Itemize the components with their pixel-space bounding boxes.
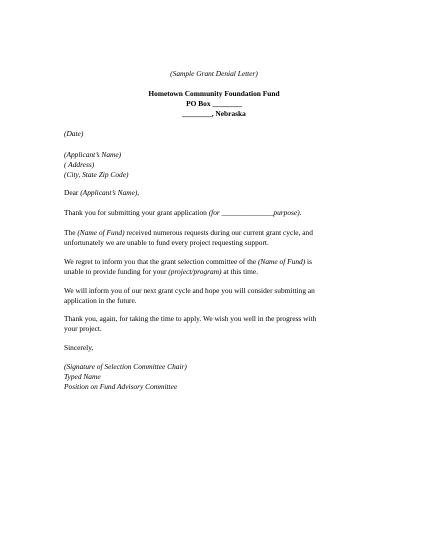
paragraph-4-line-1: We will inform you of our next grant cycle and hope you will consider submitting an <box>64 286 315 295</box>
sample-title: (Sample Grant Denial Letter) <box>170 69 258 78</box>
para3-post: is <box>305 257 312 266</box>
para2-post: received numerous requests during our current grant cycle, and <box>124 228 313 237</box>
para1-italic: (for ______________purpose) <box>208 208 300 217</box>
salutation <box>64 188 139 197</box>
para1-end: . <box>299 208 302 217</box>
paragraph-3-line-2 <box>64 267 258 276</box>
paragraph-1 <box>64 208 302 217</box>
paragraph-4-line-2: application in the future. <box>64 296 137 305</box>
para3-line2-post: at this time. <box>221 267 259 276</box>
para1-text: Thank you for submitting your grant application <box>64 208 209 217</box>
signature-line: (Signature of Selection Committee Chair) <box>64 362 187 371</box>
paragraph-5-line-1: Thank you, again, for taking the time to apply. We wish you well in the progress with <box>64 314 317 323</box>
paragraph-2-line-2: unfortunately we are unable to fund every project requesting support. <box>64 238 269 247</box>
typed-name: Typed Name <box>64 372 101 381</box>
para2-fund-name: (Name of Fund) <box>77 228 125 237</box>
para3-project: (project/program) <box>168 267 222 276</box>
salutation-prefix: Dear <box>64 188 81 197</box>
position-title: Position on Fund Advisory Committee <box>64 382 178 391</box>
para3-line2-pre: unable to provide funding for your <box>64 267 169 276</box>
para3-pre: We regret to inform you that the grant selection committee of the <box>64 257 258 266</box>
para3-fund-name: (Name of Fund) <box>257 257 306 266</box>
applicant-address: ( Address) <box>64 160 95 169</box>
po-box: PO Box ________ <box>186 99 242 108</box>
applicant-name: (Applicant’s Name) <box>64 150 122 159</box>
salutation-suffix: , <box>137 188 140 197</box>
org-name: Hometown Community Foundation Fund <box>148 89 280 98</box>
paragraph-3-line-1 <box>64 257 312 266</box>
paragraph-5-line-2: your project. <box>64 324 102 333</box>
para2-pre: The <box>64 228 78 237</box>
applicant-city: (City, State Zip Code) <box>64 170 129 179</box>
city-state: ________, Nebraska <box>182 109 246 118</box>
salutation-name: (Applicant’s Name) <box>80 188 138 197</box>
paragraph-2-line-1 <box>64 228 313 237</box>
closing: Sincerely, <box>64 343 94 352</box>
letter-date: (Date) <box>64 129 84 138</box>
